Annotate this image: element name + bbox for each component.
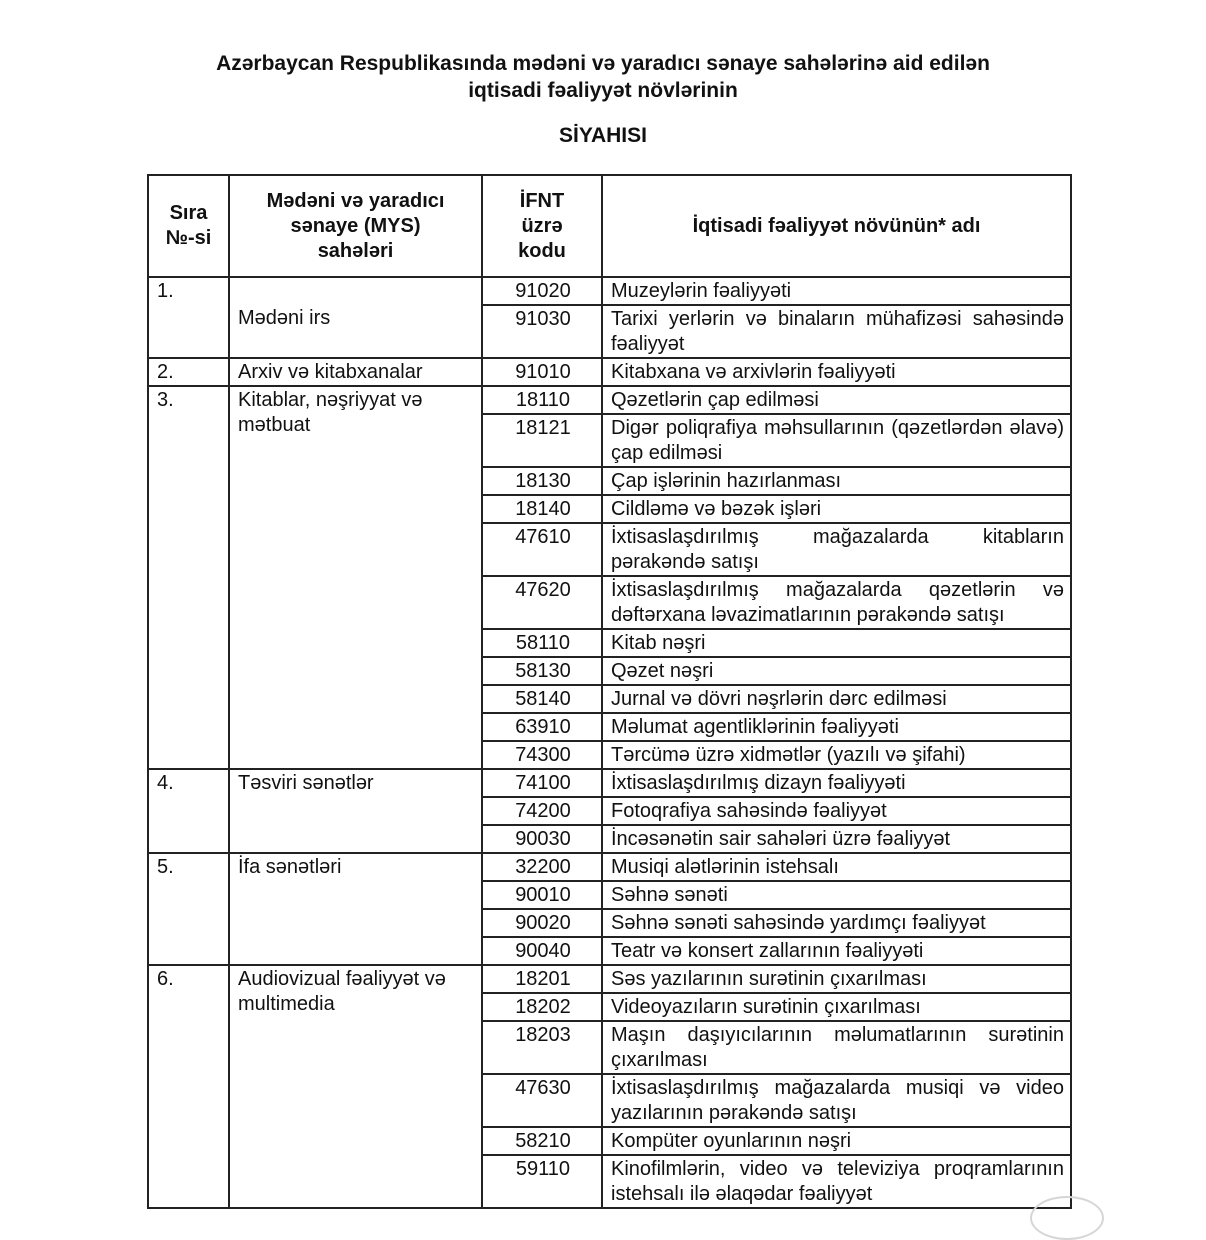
activity-code: 58110: [482, 629, 602, 657]
document-subtitle: SİYAHISI: [559, 124, 647, 147]
activity-code: 91010: [482, 358, 602, 386]
activity-name: Kinofilmlərin, video və televiziya proqramlarının istehsalı ilə əlaqədar fəaliyyət: [602, 1155, 1071, 1208]
activity-name: Qəzet nəşri: [602, 657, 1071, 685]
activity-code: 74300: [482, 741, 602, 769]
activity-code: 91030: [482, 305, 602, 358]
row-number: 6.: [148, 965, 229, 1208]
activity-code: 18202: [482, 993, 602, 1021]
table-row: [148, 358, 1071, 386]
activity-code: 74100: [482, 769, 602, 797]
document-title: [0, 50, 1206, 104]
activity-code: 59110: [482, 1155, 602, 1208]
activity-name: Kitabxana və arxivlərin fəaliyyəti: [602, 358, 1071, 386]
activity-code: 18110: [482, 386, 602, 414]
activity-table: [147, 174, 1072, 1209]
activity-code: 18201: [482, 965, 602, 993]
activity-name: İxtisaslaşdırılmış mağazalarda musiqi və video yazılarının pərakəndə satışı: [602, 1074, 1071, 1127]
stamp-mark: [1030, 1196, 1104, 1240]
sector-name: Mədəni irs: [229, 277, 482, 358]
activity-name: İxtisaslaşdırılmış dizayn fəaliyyəti: [602, 769, 1071, 797]
table-row: [148, 386, 1071, 414]
row-number: 5.: [148, 853, 229, 965]
title-line-2: iqtisadi fəaliyyət növlərinin: [468, 79, 738, 102]
activity-name: Tarixi yerlərin və binaların mühafizəsi sahəsində fəaliyyət: [602, 305, 1071, 358]
activity-code: 32200: [482, 853, 602, 881]
activity-name: Kompüter oyunlarının nəşri: [602, 1127, 1071, 1155]
activity-name: Fotoqrafiya sahəsində fəaliyyət: [602, 797, 1071, 825]
activity-name: Teatr və konsert zallarının fəaliyyəti: [602, 937, 1071, 965]
activity-code: 58130: [482, 657, 602, 685]
sector-name: Arxiv və kitabxanalar: [229, 358, 482, 386]
activity-name: İxtisaslaşdırılmış mağazalarda qəzetlərin və dəftərxana ləvazimatlarının pərakəndə satışı: [602, 576, 1071, 629]
activity-code: 18130: [482, 467, 602, 495]
activity-name: Muzeylərin fəaliyyəti: [602, 277, 1071, 305]
sector-name: Təsviri sənətlər: [229, 769, 482, 853]
header-sector: Mədəni və yaradıcı sənaye (MYS) sahələri: [229, 175, 482, 277]
activity-code: 18121: [482, 414, 602, 467]
row-number: 4.: [148, 769, 229, 853]
activity-name: Kitab nəşri: [602, 629, 1071, 657]
activity-code: 90010: [482, 881, 602, 909]
activity-name: Musiqi alətlərinin istehsalı: [602, 853, 1071, 881]
activity-code: 74200: [482, 797, 602, 825]
activity-code: 47630: [482, 1074, 602, 1127]
header-num: Sıra №-si: [148, 175, 229, 277]
sector-name: İfa sənətləri: [229, 853, 482, 965]
activity-name: İxtisaslaşdırılmış mağazalarda kitabların pərakəndə satışı: [602, 523, 1071, 576]
row-number: 3.: [148, 386, 229, 769]
sector-name: Kitablar, nəşriyyat və mətbuat: [229, 386, 482, 769]
activity-name: Məlumat agentliklərinin fəaliyyəti: [602, 713, 1071, 741]
table-row: [148, 769, 1071, 797]
table-header-row: [148, 175, 1071, 277]
activity-code: 47610: [482, 523, 602, 576]
sector-name: Audiovizual fəaliyyət və multimedia: [229, 965, 482, 1208]
table-row: [148, 277, 1071, 305]
header-code: İFNT üzrə kodu: [482, 175, 602, 277]
activity-code: 90020: [482, 909, 602, 937]
activity-code: 58140: [482, 685, 602, 713]
table-row: [148, 853, 1071, 881]
activity-code: 18140: [482, 495, 602, 523]
activity-name: Tərcümə üzrə xidmətlər (yazılı və şifahi): [602, 741, 1071, 769]
activity-name: Videoyazıların surətinin çıxarılması: [602, 993, 1071, 1021]
activity-name: Cildləmə və bəzək işləri: [602, 495, 1071, 523]
table-body: [148, 277, 1071, 1208]
activity-code: 47620: [482, 576, 602, 629]
activity-name: Jurnal və dövri nəşrlərin dərc edilməsi: [602, 685, 1071, 713]
table-row: [148, 965, 1071, 993]
activity-code: 58210: [482, 1127, 602, 1155]
activity-name: Səhnə sənəti sahəsində yardımçı fəaliyyət: [602, 909, 1071, 937]
activity-name: Çap işlərinin hazırlanması: [602, 467, 1071, 495]
activity-code: 90030: [482, 825, 602, 853]
row-number: 1.: [148, 277, 229, 358]
activity-code: 91020: [482, 277, 602, 305]
activity-name: İncəsənətin sair sahələri üzrə fəaliyyət: [602, 825, 1071, 853]
activity-code: 18203: [482, 1021, 602, 1074]
activity-name: Digər poliqrafiya məhsullarının (qəzetlərdən əlavə) çap edilməsi: [602, 414, 1071, 467]
activity-name: Səs yazılarının surətinin çıxarılması: [602, 965, 1071, 993]
activity-code: 63910: [482, 713, 602, 741]
activity-name: Qəzetlərin çap edilməsi: [602, 386, 1071, 414]
activity-name: Maşın daşıyıcılarının məlumatlarının surətinin çıxarılması: [602, 1021, 1071, 1074]
row-number: 2.: [148, 358, 229, 386]
activity-name: Səhnə sənəti: [602, 881, 1071, 909]
activity-code: 90040: [482, 937, 602, 965]
title-line-1: Azərbaycan Respublikasında mədəni və yaradıcı sənaye sahələrinə aid edilən: [216, 52, 990, 75]
header-activity: İqtisadi fəaliyyət növünün* adı: [602, 175, 1071, 277]
